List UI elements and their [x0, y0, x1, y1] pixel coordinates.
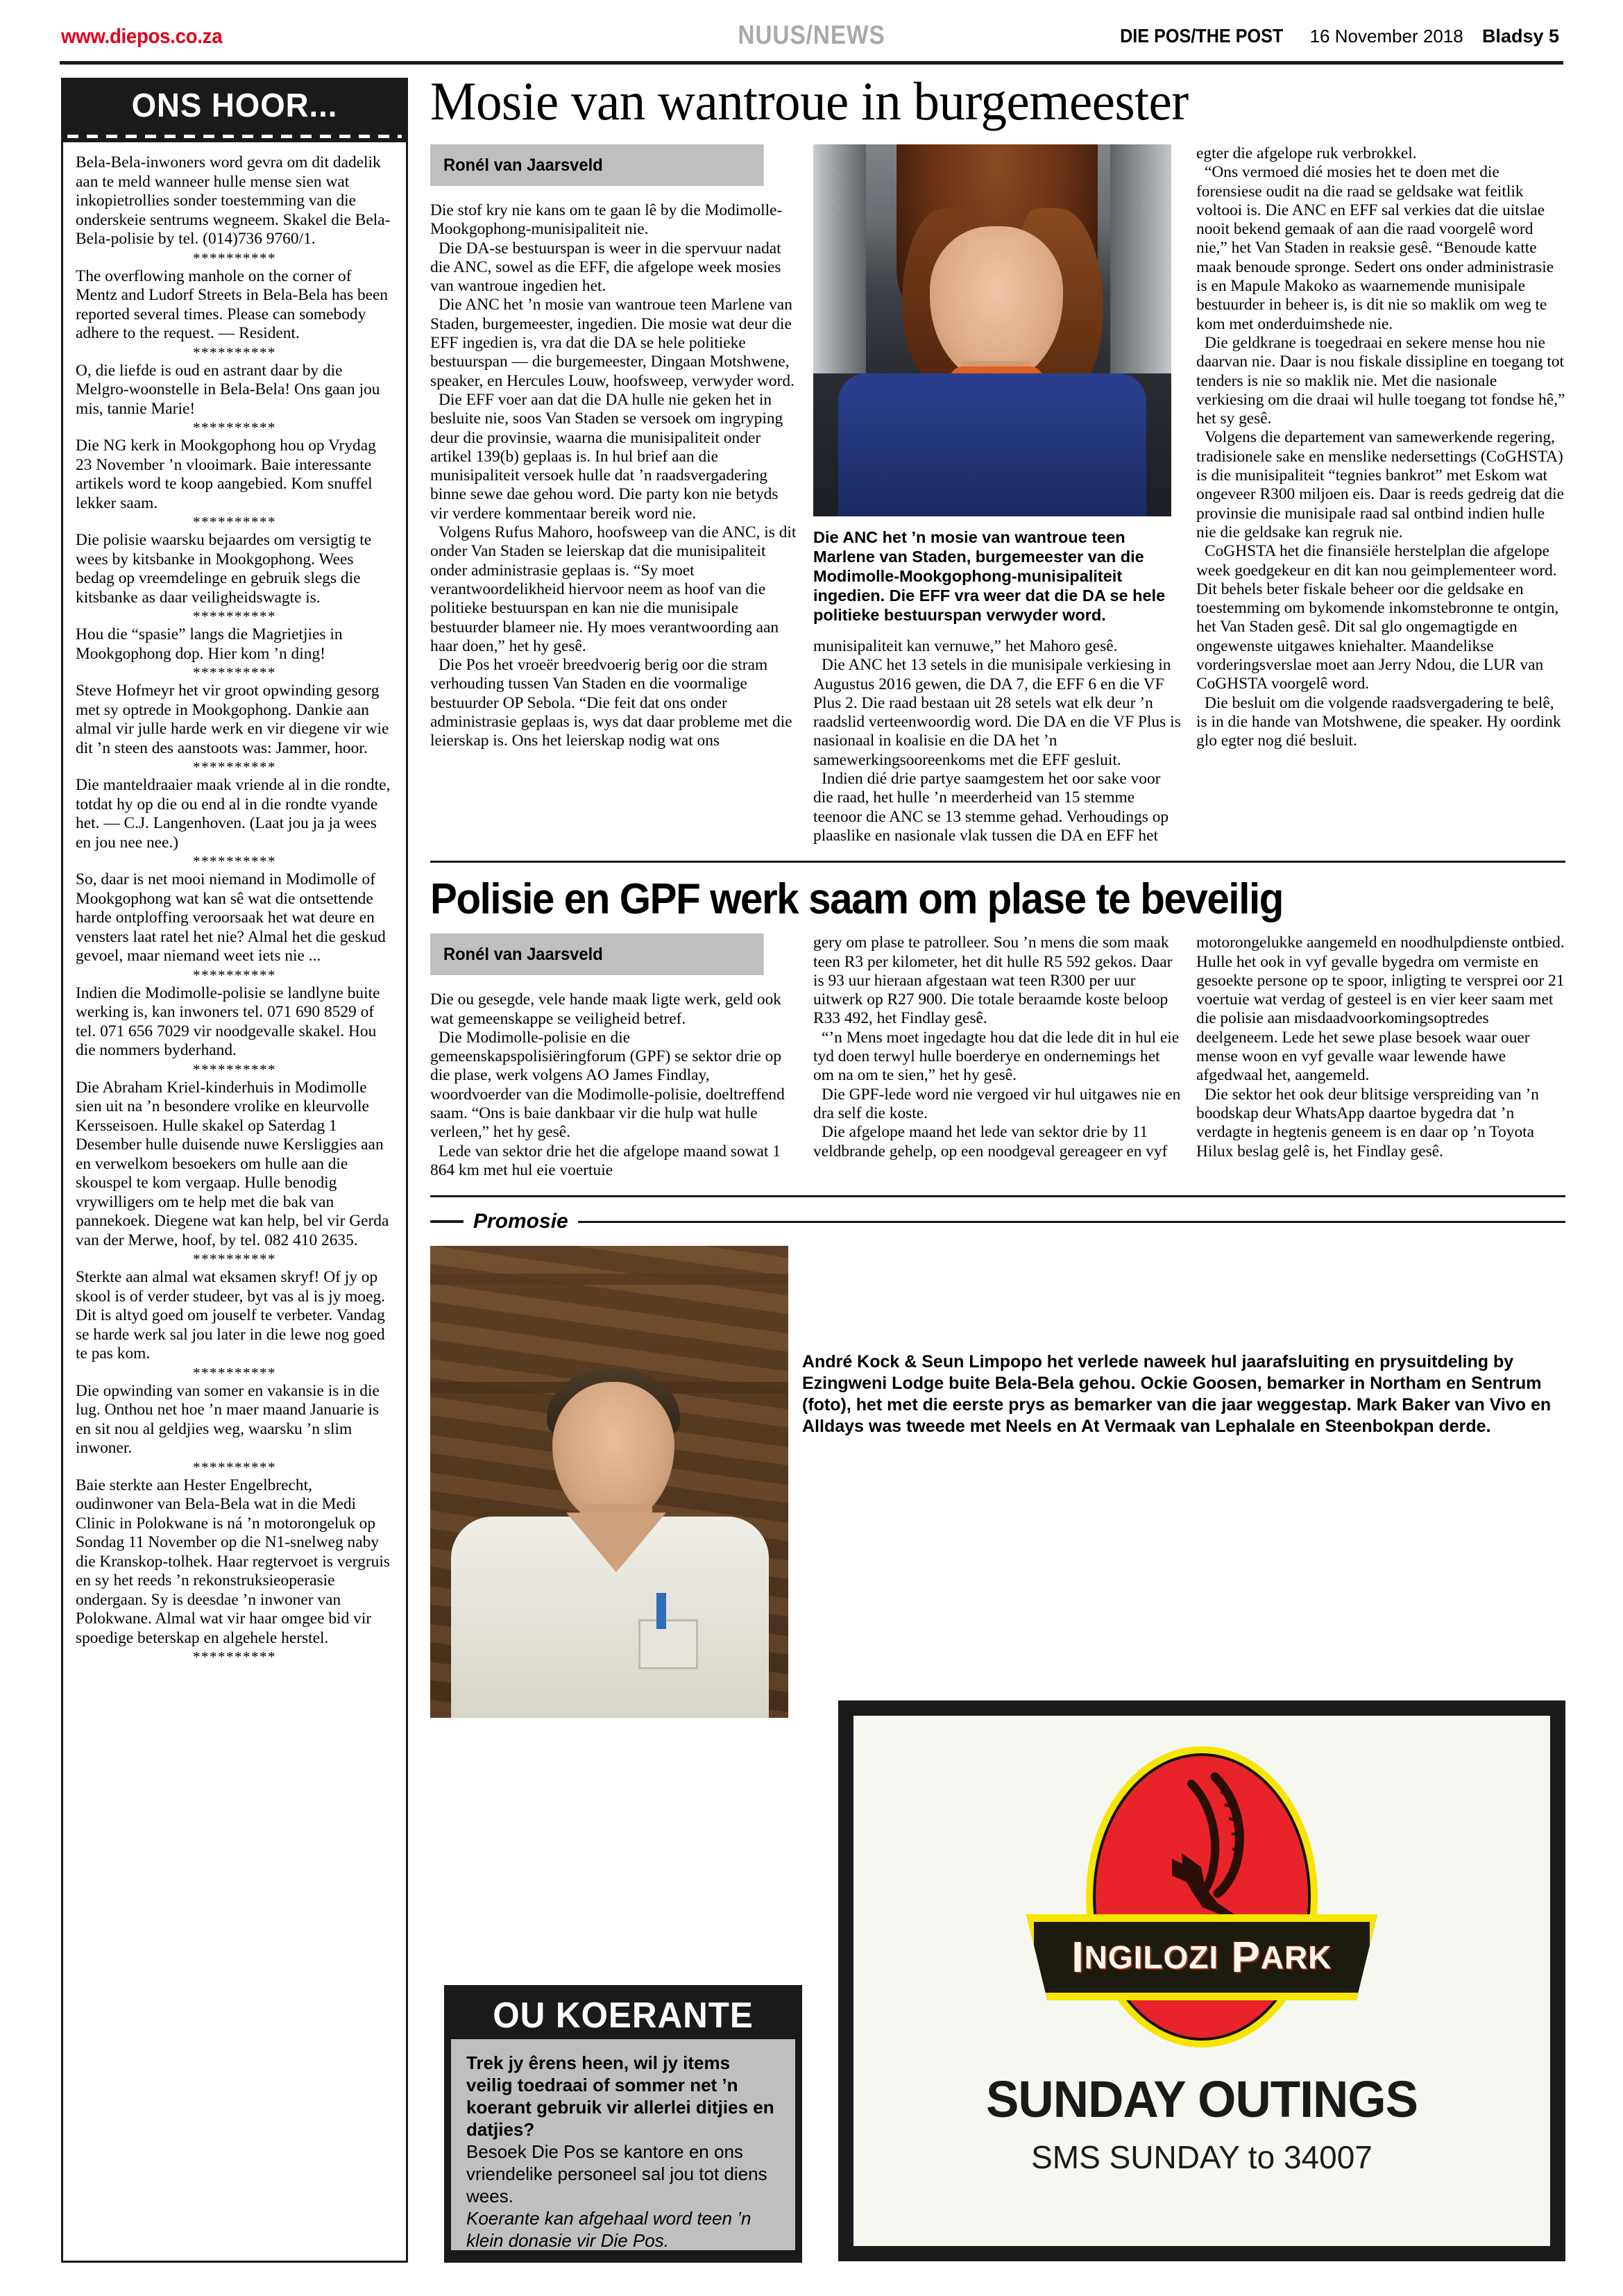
paragraph: munisipaliteit kan vernuwe,” het Mahoro gesê.: [813, 637, 1118, 655]
logo-word1-cap: I: [1071, 1933, 1085, 1982]
paragraph: CoGHSTA het die finansiële herstelplan die afgelope week goedgekeur en dit kan nou geimplementeer word. Dit behels beter fiskale beheer oor die geldsake en toestemming om bykomende inkomstebronne te ontgin, het Van Staden gesê. Dit sal glo ongemagtigde en ongewenste uitgawes kniehalter. Maandelikse vorderingsverslae moet aan Jerry Ndou, die LUR van CoGHSTA voorgelê word.: [1196, 542, 1559, 693]
page-number: Bladsy 5: [1481, 26, 1559, 47]
paragraph: Die EFF voer aan dat die DA hulle nie geken het in besluite nie, soos Van Staden se versoek om ingryping deur die provinsie, waarna die munisipaliteit onder artikel 139(b) geplaas is. In hul brief aan die munisipaliteit versoek hulle dat ’n raadsvergadering binne sewe dae gehou word. Die party kon nie betyds vir verdere kommentaar bereik word nie.: [430, 390, 783, 523]
ons-hoor-item: Baie sterkte aan Hester Engelbrecht, oudinwoner van Bela-Bela wat in die Medi Clinic in Polokwane is ná ’n motorongeluk op Sondag 11 November op die N1-snelweg naby die Kranskop-tolhek. Haar regtervoet is vergruis en sy het reeds ’n rekonstruksieoperasie ondergaan. Sy is deesdae ’n inwoner van Polokwane. Almal wat vir haar omgee bid vir spoedige beterskap en algehele herstel.: [76, 1476, 390, 1647]
article2-column-2: [813, 934, 1183, 1180]
advert-sms-line: SMS SUNDAY to 34007: [1031, 2139, 1373, 2175]
ons-hoor-dashed-rule: [63, 133, 406, 142]
paragraph: Die ANC het ’n mosie van wantroue teen Marlene van Staden, burgemeester, ingedien. Die mosie wat deur die EFF ingedien is, vra dat die DA se hele politieke bestuurspan — die burgemeester, Dingaan Motshwene, speaker, en Hercules Louw, hoofsweep, verwyder word.: [430, 296, 794, 390]
promosie-label: Promosie: [473, 1210, 568, 1233]
logo-wordmark: [1026, 1914, 1377, 2000]
ons-hoor-separator: **********: [193, 419, 276, 436]
ons-hoor-item: Steve Hofmeyr het vir groot opwinding gesorg met sy optrede in Mookgophong. Dankie aan almal vir julle harde werk en vir diegene vir wie dit ’n steen des aanstoots was: Jammer, hoor.: [76, 682, 389, 757]
ons-hoor-items: [63, 142, 406, 1674]
ons-hoor-separator: **********: [193, 1648, 276, 1665]
paragraph: Die ou gesegde, vele hande maak ligte werk, geld ook wat gemeenskappe se veiligheid betref.: [430, 990, 781, 1028]
advert-headline: SUNDAY OUTINGS: [985, 2070, 1418, 2128]
ons-hoor-item: Die opwinding van somer en vakansie is in die lug. Onthou net hoe ’n maer maand Januarie is en sit nou al geldjies weg, waarsku ’n slim inwoner.: [76, 1381, 380, 1457]
ons-hoor-separator: **********: [193, 853, 276, 870]
issue-date: 16 November 2018: [1309, 26, 1463, 47]
ou-koerante-title: OU KOERANTE: [493, 1995, 754, 2036]
paragraph: Die afgelope maand het lede van sektor drie by 11 veldbrande gehelp, op een noodgeval gereageer en vyf: [813, 1123, 1168, 1160]
advert-inner: [853, 1716, 1550, 2246]
ons-hoor-separator: **********: [193, 1458, 276, 1476]
article1-column-2: [813, 144, 1183, 845]
ons-hoor-panel: [61, 78, 408, 2263]
section-label: NUUS/NEWS: [738, 21, 885, 50]
article2-byline: Ronél van Jaarsveld: [430, 934, 764, 975]
ons-hoor-separator: **********: [193, 1364, 276, 1381]
paragraph: Die GPF-lede word nie vergoed vir hul uitgawes nie en dra self die koste.: [813, 1085, 1181, 1122]
ons-hoor-separator: **********: [193, 1251, 276, 1267]
ons-hoor-separator: **********: [193, 966, 276, 984]
ons-hoor-separator: **********: [193, 664, 276, 681]
paragraph: Die Modimolle-polisie en die gemeenskapspolisiëringforum (GPF) se sektor drie op die plase, werk volgens AO James Findlay, woordvoerder van die Modimolle-polisie, doeltreffend saam. “Ons is baie dankbaar vir die hulp wat hulle verleen,” het hy gesê.: [430, 1028, 785, 1142]
advert-ingilozi-park[interactable]: [838, 1700, 1565, 2261]
article1-body-col2: [813, 637, 1183, 845]
masthead-meta: [1111, 25, 1559, 47]
ons-hoor-item: Bela-Bela-inwoners word gevra om dit dadelik aan te meld wanneer hulle mense sien wat inkopietrollies sonder toestemming van die onderskeie sentrums wegneem. Skakel die Bela-Bela-polisie by tel. (014)736 9760/1.: [76, 153, 391, 248]
promosie-header: [430, 1210, 1565, 1233]
ons-hoor-item: Die Abraham Kriel-kinderhuis in Modimolle sien uit na ’n besondere vrolike en kleurvolle Kersseisoen. Hulle skakel op Saterdag 1 Desember hulle duisende nuwe Kersliggies aan en verwelkom besoekers om hulle aan die skouspel te kom vergaap. Hulle benodig vrywilligers om te help met die bak van pannekoek. Diegene wat kan help, bel vir Gerda van der Merwe, hoof, by tel. 082 410 2635.: [76, 1078, 389, 1249]
article1-column-1: [430, 144, 800, 845]
logo-word2-rest: ARK: [1260, 1939, 1332, 1975]
promosie-row: [430, 1246, 1565, 1718]
ons-hoor-item: Die polisie waarsku bejaardes om versigtig te wees by kitsbanke in Mookgophong. Wees bedag op vreemdelinge en gebruik slegs die kitsbanke as daar veiligheidswagte is.: [76, 531, 372, 607]
ons-hoor-item: Hou die “spasie” langs die Magrietjies in Mookgophong dop. Hier kom ’n ding!: [76, 625, 343, 663]
main-content: [430, 72, 1565, 1718]
ons-hoor-separator: **********: [193, 1061, 276, 1078]
article1-byline: Ronél van Jaarsveld: [430, 144, 764, 186]
paragraph: Lede van sektor drie het die afgelope maand sowat 1 864 km met hul eie voertuie: [430, 1142, 781, 1179]
ons-hoor-item: So, daar is net mooi niemand in Modimolle of Mookgophong wat kan sê wat die ontsettende harde ontploffing veroorsaak het wat deure en vensters laat ratel het nie? Almal het die geskud gevoel, maar niemand weet iets nie ...: [76, 870, 386, 965]
paragraph: egter die afgelope ruk verbrokkel.: [1196, 144, 1417, 162]
promosie-photo: [430, 1246, 788, 1718]
paragraph: Die Pos het vroeër breedvoerig berig oor die stram verhouding tussen Van Staden en die voormalige bestuurder OP Sebola. “Die feit dat ons onder administrasie geplaas is, wys dat daar probleme met die leierskap is. Ons het leierskap nodig wat ons: [430, 656, 792, 750]
promosie-caption: André Kock & Seun Limpopo het verlede naweek hul jaarafsluiting en prysuitdeling by Ezingweni Lodge buite Bela-Bela gehou. Ockie Goosen, bemarker in Northam en Sentrum (foto), het met die eerste prys as bemarker van die jaar weggestap. Mark Baker van Vivo en Alldays was tweede met Neels en At Vermaak van Lephalale en Steenbokpan derde.: [802, 1352, 1552, 1437]
ons-hoor-item: O, die liefde is oud en astrant daar by die Melgro-woonstelle in Bela-Bela! Ons gaan jou mis, tannie Marie!: [76, 361, 380, 418]
paragraph: Die stof kry nie kans om te gaan lê by die Modimolle-Mookgophong-munisipaliteit nie.: [430, 201, 783, 239]
logo-word1-rest: NGILOZI: [1084, 1939, 1219, 1975]
ou-koerante-body: [451, 2039, 795, 2250]
article1-columns: [430, 144, 1565, 845]
paragraph: Die sektor het ook deur blitsige verspreiding van ’n boodskap deur WhatsApp daartoe bygedra dat ’n verdagte in hegtenis geneem is en daar op ’n Toyota Hilux beslag gelê is, het Findlay gesê.: [1196, 1085, 1539, 1160]
ingilozi-park-logo: [1004, 1739, 1400, 2066]
article2-column-3: [1196, 934, 1566, 1180]
website-url[interactable]: www.diepos.co.za: [61, 25, 223, 48]
article1-body-col3: [1196, 144, 1566, 751]
article1-body-col1: [430, 201, 800, 751]
ons-hoor-item: Die manteldraaier maak vriende al in die rondte, totdat hy op die ou end al in die rondte vyande het. — C.J. Langenhoven. (Laat jou ja ja wees en jou nee nee.): [76, 776, 391, 852]
paragraph: Volgens die departement van samewerkende regering, tradisionele sake en menslike nedersettings (CoGHSTA) is die munisipaliteit “tegnies bankrot” met Eskom wat ongeveer R300 miljoen eis. Daar is reeds gedreig dat die provinsie die munisipale raad sal ontbind indien hulle nie die geldsake kan regruk nie.: [1196, 428, 1565, 541]
article1-column-3: [1196, 144, 1566, 845]
ons-hoor-separator: **********: [193, 514, 276, 530]
paragraph: Die DA-se bestuurspan is weer in die spervuur nadat die ANC, sowel as die EFF, die afgelope week mosies van wantroue ingedien het.: [430, 239, 781, 296]
logo-word2-cap: P: [1231, 1933, 1261, 1982]
ons-hoor-separator: **********: [193, 344, 276, 361]
masthead: [0, 0, 1623, 67]
article2-body-col1: [430, 990, 800, 1180]
mayor-photo: EXCO FLEET: [813, 144, 1171, 516]
ons-hoor-separator: **********: [193, 759, 276, 775]
ou-koerante-note: Koerante kan afgehaal word teen ’n klein donasie vir Die Pos.: [466, 2208, 751, 2251]
ons-hoor-item: Indien die Modimolle-polisie se landlyne buite werking is, kan inwoners tel. 071 690 8529 of tel. 071 656 7029 vir noodgevalle skakel. Hou die nommers byderhand.: [76, 984, 380, 1059]
ou-koerante-question: Trek jy êrens heen, wil jy items veilig toedraai of sommer net ’n koerant gebruik vir allerlei ditjies en datjies?: [466, 2052, 774, 2140]
article2-columns: [430, 934, 1565, 1180]
ou-koerante-panel: [444, 1985, 802, 2263]
paragraph: motorongelukke aangemeld en noodhulpdienste ontbied. Hulle het ook in vyf gevalle bygedra om vermiste en gesoekte persone op te spoor, inligting te versprei oor 21 voertuie wat verdag of gesteel is en vier keer saam met die polisie aan misdaadvoorkomingsoptredes deelgeneem. Lede het sewe plase besoek waar ouer mense woon en vyf gevalle waar lewende hawe afgedwaal het, aangemeld.: [1196, 934, 1565, 1085]
ons-hoor-separator: **********: [193, 608, 276, 625]
paragraph: “Ons vermoed dié mosies het te doen met die forensiese oudit na die raad se geldsake wat feitlik voltooi is. Die ANC en EFF sal verkies dat die uitslae nooit bekend gemaak of aan die raad voorgelê word nie,” het Van Staden in reaksie gesê. “Benoude katte maak benoude spronge. Sedert ons onder administrasie is en Mapule Makoko as waarnemende munisipale bestuurder in beheer is, is dit nie so maklik om weg te kom met onderduimshede nie.: [1196, 163, 1554, 333]
paragraph: Volgens Rufus Mahoro, hoofsweep van die ANC, is dit onder Van Staden se leierskap dat die munisipaliteit onder administrasie geplaas is. “Sy moet verantwoordelikheid hiervoor neem as hoof van die politieke bestuurspan en kan nie die munisipale bestuurder blameer nie. Hy moes verantwoording aan haar doen,” het hy gesê.: [430, 523, 797, 655]
article-separator-2: [430, 1195, 1565, 1197]
ou-koerante-answer: Besoek Die Pos se kantore en ons vriendelike personeel sal jou tot diens wees.: [466, 2141, 767, 2206]
article2-body-col2: [813, 934, 1183, 1161]
paper-name: DIE POS/THE POST: [1120, 25, 1284, 47]
paragraph: Indien dié drie partye saamgestem het oor sake voor die raad, het hulle ’n meerderheid van 15 stemme teenoor die ANC se 13 stemme gehad. Verhoudings op plaaslike en nasionale vlak tussen die DA en EFF het: [813, 770, 1169, 845]
ons-hoor-title: ONS HOOR...: [131, 87, 338, 124]
paragraph: Die geldkrane is toegedraai en sekere mense hou nie daarvan nie. Daar is nou fiskale dissipline en toegang tot tenders is nie so maklik nie. Met die nasionale verkiesing om die draai wil hulle toegang tot fondse hê,” het sy gesê.: [1196, 333, 1565, 428]
antelope-icon: [1151, 1771, 1262, 1918]
ons-hoor-item: Die NG kerk in Mookgophong hou op Vrydag 23 November ’n vlooimark. Baie interessante artikels word te koop aangebied. Kom snuffel lekker saam.: [76, 437, 376, 512]
ons-hoor-separator: **********: [193, 249, 276, 267]
article2-body-col3: [1196, 934, 1566, 1161]
promosie-rule: [578, 1221, 1565, 1223]
paragraph: Die ANC het 13 setels in die munisipale verkiesing in Augustus 2016 gewen, die DA 7, die EFF 6 en die VF Plus 2. Die raad bestaan uit 28 setels wat elk deur ’n raadslid verteenwoordig word. Die DA en die VF Plus is nasionaal in koalisie en die DA het ’n samewerkingsooreenkoms met die EFF gesluit.: [813, 656, 1181, 769]
article-separator-1: [430, 861, 1565, 863]
paragraph: Die besluit om die volgende raadsvergadering te belê, is in die hande van Motshwene, die speaker. Hy oordink glo egter nog dié besluit.: [1196, 693, 1561, 750]
article1-headline: Mosie van wantroue in burgemeester: [430, 71, 1189, 131]
paragraph: “’n Mens moet ingedagte hou dat die lede dit in hul eie tyd doen terwyl hulle boerderye en ondernemings het om na om te sien,” het hy gesê.: [813, 1028, 1180, 1085]
ons-hoor-item: Sterkte aan almal wat eksamen skryf! Of jy op skool is of verder studeer, byt vas al is jy moeg. Dit is altyd goed om jouself te verbeter. Vandag se harde werk sal jou later in die lewe nog goed te pas kom.: [76, 1268, 385, 1362]
promosie-dash: [430, 1220, 464, 1223]
article1-photo-caption: Die ANC het ’n mosie van wantroue teen Marlene van Staden, burgemeester van die Modimolle-Mookgophong-munisipaliteit ingedien. Die EFF vra weer dat die DA se hele politieke bestuurspan verwyder word.: [813, 528, 1166, 624]
ons-hoor-item: The overflowing manhole on the corner of Mentz and Ludorf Streets in Bela-Bela has been reported several times. Please can somebody adhere to the request. — Resident.: [76, 267, 389, 342]
article2-column-1: [430, 934, 800, 1180]
paragraph: gery om plase te patrolleer. Sou ’n mens die som maak teen R3 per kilometer, het dit hulle R5 592 gekos. Daar is 93 uur hieraan afgestaan wat teen R300 per uur uitwerk op R27 900. Die totale beraamde koste beloop R33 492, het Findlay gesê.: [813, 934, 1173, 1028]
article2-headline: Polisie en GPF werk saam om plase te beveilig: [430, 875, 1283, 924]
masthead-divider: [60, 61, 1563, 65]
ons-hoor-header: [63, 80, 406, 133]
